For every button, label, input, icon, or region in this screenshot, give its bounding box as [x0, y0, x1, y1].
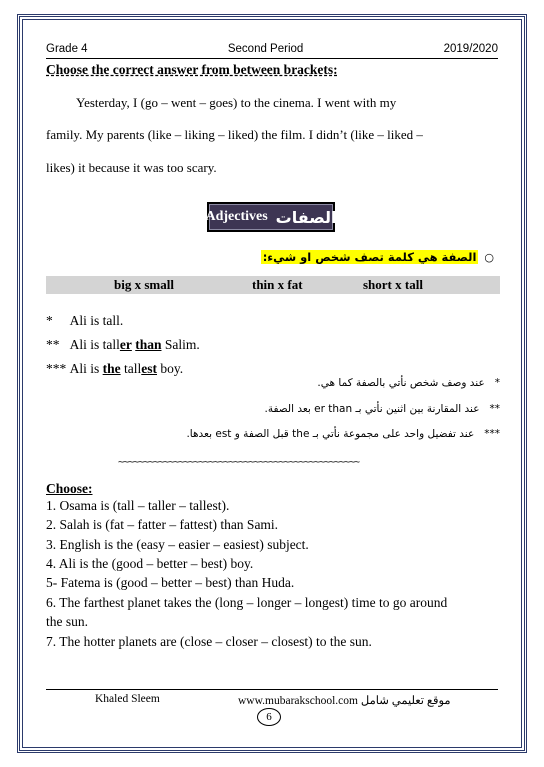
paragraph-line-3: likes) it because it was too scary. [46, 160, 217, 175]
definition-line [261, 250, 494, 264]
wavy-divider: ~~~~~~~~~~~~~~~~~~~~~~~~~~~~~~~~~~~~~~~~~~~~~~~~ [118, 457, 359, 468]
example-marker: ** [46, 337, 60, 352]
arabic-note-3 [186, 428, 500, 440]
question-2: 2. Salah is (fat – fatter – fattest) than Sami. [46, 517, 279, 532]
opposite-pair-3: short x tall [363, 277, 423, 292]
suffix-er: er [119, 337, 132, 352]
footer-site: www.mubarakschool.com موقع تعليمي شامل [238, 695, 451, 707]
note-marker: *** [484, 428, 500, 440]
example-marker: *** [46, 361, 67, 376]
choose-heading: Choose: [46, 481, 93, 496]
question-5: 5- Fatema is (good – better – best) than Huda. [46, 575, 295, 590]
paragraph-line-1: Yesterday, I (go – went – goes) to the cinema. I went with my [76, 95, 397, 110]
note-text: عند وصف شخص نأتي بالصفة كما هي. [317, 377, 485, 389]
footer-divider [46, 689, 498, 690]
footer-author: Khaled Sleem [95, 693, 160, 705]
question-6: 6. The farthest planet takes the (long – longer – longest) time to go around [46, 595, 448, 610]
question-6-continued: the sun. [46, 614, 88, 629]
example-text: Ali is tall [69, 337, 120, 352]
example-text: boy. [157, 361, 184, 376]
question-4: 4. Ali is the (good – better – best) boy. [46, 556, 254, 571]
example-marker: * [46, 313, 53, 328]
paragraph-line-2: family. My parents (like – liking – liked) the film. I didn’t (like – liked – [46, 127, 423, 142]
definition-text: الصفة هي كلمة تصف شخص او شيء: [262, 250, 477, 264]
word-than: than [135, 337, 162, 352]
example-text: Salim. [161, 337, 200, 352]
arabic-note-1 [317, 377, 500, 389]
section-title-box [207, 202, 335, 232]
arabic-note-2 [264, 403, 500, 415]
question-7: 7. The hotter planets are (close – closer – closest) to the sun. [46, 634, 372, 649]
opposite-pair-2: thin x fat [252, 277, 303, 292]
opposites-bar [46, 276, 500, 294]
header-year: 2019/2020 [443, 43, 498, 55]
opposite-pair-1: big x small [114, 277, 174, 292]
header-grade: Grade 4 [46, 43, 88, 55]
example-3 [46, 361, 183, 377]
page-header [46, 40, 498, 58]
section-title-ar: الصفات [275, 207, 337, 227]
suffix-est: est [141, 361, 158, 376]
instruction-heading: Choose the correct answer from between brackets: [46, 62, 338, 77]
circle-bullet-icon: ○ [484, 250, 494, 264]
word-the: the [102, 361, 121, 376]
example-1 [46, 313, 123, 329]
page-number: 6 [257, 708, 281, 726]
example-text: Ali is [69, 361, 103, 376]
note-text: عند تفضيل واحد على مجموعة نأتي بـ the قبل الصفة و est بعدها. [186, 428, 475, 440]
example-text: tall [120, 361, 142, 376]
question-3: 3. English is the (easy – easier – easiest) subject. [46, 537, 309, 552]
header-period: Second Period [227, 43, 304, 55]
question-1: 1. Osama is (tall – taller – tallest). [46, 498, 230, 513]
header-divider [46, 58, 498, 59]
note-text: عند المقارنة بين اثنين نأتي بـ er than بعد الصفة. [264, 403, 480, 415]
note-marker: * [494, 377, 500, 389]
example-2 [46, 337, 200, 353]
note-marker: ** [489, 403, 500, 415]
example-text: Ali is tall. [69, 313, 124, 328]
section-title-en: Adjectives [205, 209, 268, 224]
